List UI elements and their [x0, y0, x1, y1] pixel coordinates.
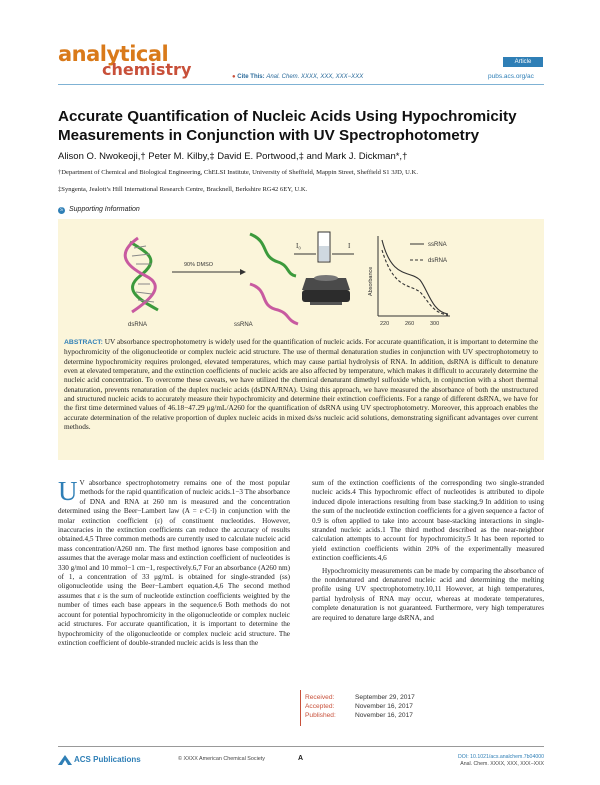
- abstract-text: UV absorbance spectrophotometry is widely used for the quantification of nucleic acids. For accurate quantification, it is important to determine the hypochromicity of the oligonucleotide or complex nucleic acid structure. The use of thermal denaturation studies in conjunction with UV spectrophotometry to determine hypochromicity requires prolonged, elevated temperatures, which may cause partial hydrolysis of RNA. In addition, dsRNA is difficult to denature even at elevated temperature, and the extinction coefficients of nucleic acids are also affected by temperature, which makes it difficult to accurately determine the nucleic acid concentration. To overcome these caveats, we have utilized the chemical denaturant dimethyl sulfoxide which, in conjunction with a short thermal denaturation, prevents renaturation of the duplex nucleic acids (dsDNA/RNA). Using this approach, we have measured the absorbance of both the unstructured and structured nucleic acids to accurately measure their hypochromicity and determine their extinction coefficients. For a range of different dsRNA, we have for the first time determined values of 46.18−47.29 μg/mL/A260 for the quantification of dsRNA using UV spectrophotometry. Moreover, this approach enables the accurate determination of the relative proportion of duplex nucleic acids in mixed ds/ss nucleic acid solutions, demonstrating significant advantages over current methods.: [64, 337, 538, 432]
- cuvette-liquid: [319, 246, 329, 261]
- ssrna-label: ssRNA: [234, 322, 253, 328]
- abstract: [64, 337, 538, 431]
- publication-dates: [305, 693, 415, 721]
- page-number: A: [298, 755, 304, 762]
- right-paragraph-2: Hypochromicity measurements can be made by comparing the absorbance of the nondenatured and denatured nucleic acid and determining the melting profile using UV spectrophotometry.10,11 However, at high temperatures, partial hydrolysis of RNA may occur, whereas at moderate temperatures, complete denaturation is not guaranteed. Furthermore, very high temperatures are required to denature large dsRNA, and: [312, 566, 544, 622]
- right-paragraph-1: sum of the extinction coefficients of the corresponding two single-stranded nucleic acids.4 This hypochromic effect of nucleotides is attributed to dipole induced dipole interactions resulting from base stacking.9 In addition to using the sum of the nucleotide extinction coefficients for a given sequence a factor of 0.9 is often applied to take into account base-stacking interactions in single-stranded nucleic acids.1 The third method described as the near-neighbor calculation attempts to account for hypochromicity.5 It has been reported to yield extinction coefficients within 20% of the experimentally measured extinction coefficients.4,6: [312, 479, 544, 563]
- date-accepted: Accepted: November 16, 2017: [305, 703, 413, 711]
- body-right-column: [312, 479, 544, 623]
- xtick-260: 260: [405, 321, 415, 327]
- xtick-220: 220: [380, 321, 390, 327]
- supporting-info-icon: S: [58, 207, 65, 214]
- ssrna-strand-1: [250, 234, 296, 276]
- journal-logo-line2: chemistry: [102, 60, 192, 79]
- legend-ssrna: ssRNA: [428, 242, 447, 248]
- paper-title: Accurate Quantification of Nucleic Acids Using Hypochromicity Measurements in Conjunction with UV Spectrophotometry: [58, 108, 517, 144]
- dates-rule: [300, 690, 301, 726]
- date-received: Received: September 29, 2017: [305, 694, 415, 701]
- footer-rule: [58, 746, 544, 747]
- toc-graphic: [110, 220, 510, 336]
- absorbance-plot: [368, 236, 450, 327]
- author-list: Alison O. Nwokeoji,† Peter M. Kilby,‡ David E. Portwood,‡ and Mark J. Dickman*,†: [58, 151, 408, 162]
- journal-ref: Anal. Chem. XXXX, XXX, XXX−XXX: [460, 761, 544, 767]
- intro-paragraph: V absorbance spectrophotometry remains one of the most popular methods for the rapid quantification of nucleic acids.1−3 The absorbance of DNA and RNA at 260 nm is measured and the concentration determined using the Beer−Lambert law (A = ε·C·l) in conjunction with the molar extinction coefficient (ε) of constituent nucleotides. However, inaccuracies in the extinction coefficients can reduce the accuracy of results obtained.4,5 Three common methods are currently used to calculate nucleic acid mass concentration/A260 nm. The first method ignores base composition and assumes that the average molar mass and extinction coefficient of nucleotides is 330 g/mol and 10 mmol−1 cm−1, respectively.6,7 For an absorbance (A260 nm) of 1, a concentration of 33 μg/mL is obtained for single-stranded (ss) oligonucleotide using the Beer−Lambert equation.4,6 The second method assumes that ε is the sum of nucleotide extinction coefficients weighted by the number of times each base appears in the sequence.6 Both methods do not account for potential hypochromicity in the oligonucleotide or complex nucleic acid structures. For accurate quantification, it is important to determine the hypochromicity of the oligonucleotide or complex nucleic acid structure. The extinction coefficient of double-stranded nucleic acids is less than the: [58, 479, 290, 647]
- copyright: © XXXX American Chemical Society: [178, 756, 265, 762]
- cite-this: [232, 74, 363, 80]
- arrow-head: [240, 269, 246, 275]
- abstract-label: ABSTRACT:: [64, 339, 103, 346]
- i-label: I: [348, 242, 351, 250]
- dropcap: U: [58, 476, 78, 506]
- dsrna-helix: [125, 238, 158, 312]
- doi-link[interactable]: DOI: 10.1021/acs.analchem.7b04000: [458, 754, 544, 760]
- header-rule: [58, 84, 544, 85]
- supporting-info-link[interactable]: Supporting Information: [69, 206, 140, 213]
- journal-logo-line1: analytical: [58, 42, 169, 66]
- spectrophotometer-icon: [302, 275, 350, 305]
- dsrna-label: dsRNA: [128, 322, 148, 328]
- ssrna-curve: [382, 240, 448, 314]
- i0-label: I₀: [296, 242, 301, 250]
- affiliation-1: †Department of Chemical and Biological Engineering, ChELSI Institute, University of Sheffield, Mappin Street, Sheffield S1 3JD, U.K.: [58, 169, 418, 176]
- cite-label: Cite This:: [237, 74, 265, 80]
- affiliation-2: ‡Syngenta, Jealott’s Hill International Research Centre, Bracknell, Berkshire RG42 6EY, U.K.: [58, 186, 308, 193]
- arrow-label: 90% DMSO: [184, 262, 214, 268]
- date-published: Published: November 16, 2017: [305, 712, 413, 720]
- journal-url[interactable]: pubs.acs.org/ac: [488, 73, 534, 80]
- acs-logo-icon: [58, 754, 72, 766]
- plot-ylabel: Absorbance: [368, 266, 374, 296]
- ssrna-strand-2: [250, 284, 298, 324]
- cite-text[interactable]: Anal. Chem. XXXX, XXX, XXX−XXX: [266, 74, 364, 80]
- acs-publications[interactable]: ACS Publications: [74, 755, 141, 764]
- doi-block: [420, 754, 544, 768]
- xtick-300: 300: [430, 321, 440, 327]
- cite-icon: ●: [232, 74, 236, 80]
- article-type-badge: Article: [503, 57, 543, 67]
- legend-dsrna: dsRNA: [428, 258, 448, 264]
- body-left-column: [58, 476, 290, 648]
